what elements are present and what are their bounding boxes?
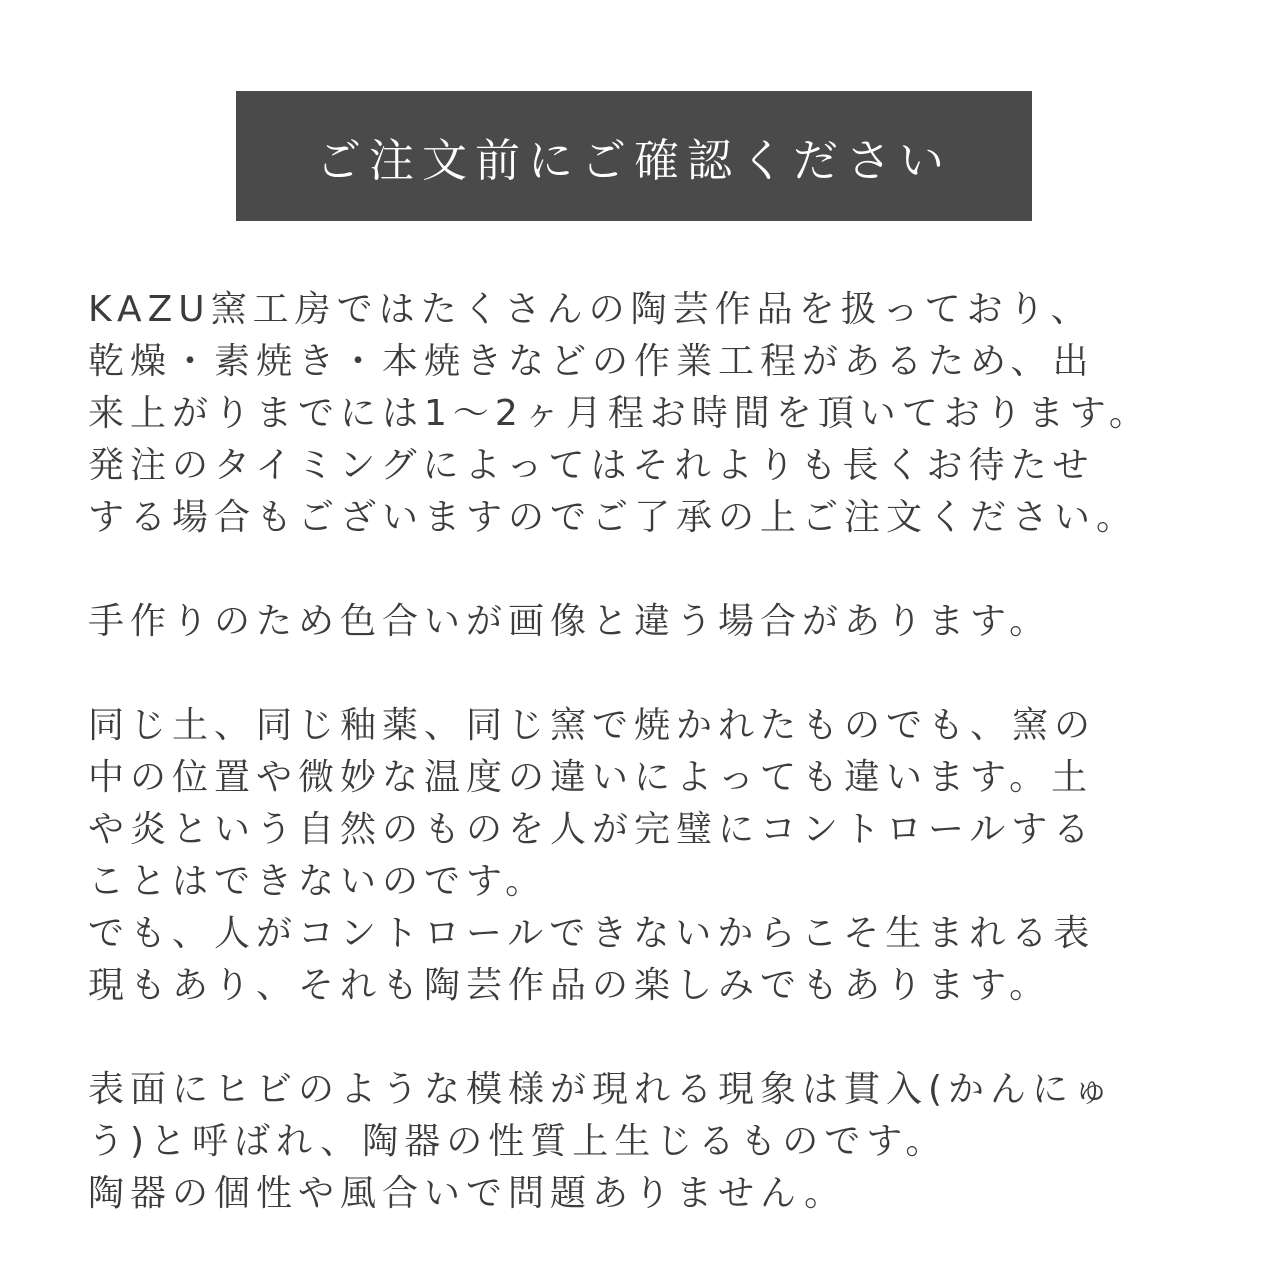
- text-line: KAZU窯工房ではたくさんの陶芸作品を扱っており、: [88, 289, 1093, 330]
- text-line: 来上がりまでには1～2ヶ月程お時間を頂いております。: [88, 393, 1151, 434]
- text-line: 中の位置や微妙な温度の違いによっても違います。土: [88, 757, 1094, 798]
- text-line: 表面にヒビのような模様が現れる現象は貫入(かんにゅ: [88, 1069, 1116, 1110]
- text-line: う)と呼ばれ、陶器の性質上生じるものです。: [88, 1121, 948, 1162]
- notice-body: [88, 284, 1268, 1220]
- text-line: 発注のタイミングによってはそれよりも長くお待たせ: [88, 445, 1095, 486]
- paragraph-spacer: [88, 648, 1268, 700]
- text-line: 同じ土、同じ釉薬、同じ窯で焼かれたものでも、窯の: [88, 705, 1097, 746]
- paragraph-production-time: [88, 284, 1268, 544]
- text-line: ことはできないのです。: [88, 861, 548, 902]
- paragraph-crazing: [88, 1064, 1268, 1220]
- text-line: でも、人がコントロールできないからこそ生まれる表: [88, 913, 1096, 954]
- text-line: 乾燥・素焼き・本焼きなどの作業工程があるため、出: [88, 341, 1095, 382]
- paragraph-color-difference: [88, 596, 1268, 648]
- paragraph-kiln-variation: [88, 700, 1268, 1012]
- page-title: ご注文前にご確認ください: [315, 133, 952, 187]
- paragraph-spacer: [88, 1012, 1268, 1064]
- text-line: や炎という自然のものを人が完璧にコントロールする: [88, 809, 1096, 850]
- text-line: 陶器の個性や風合いで問題ありません。: [88, 1173, 847, 1214]
- text-line: 現もあり、それも陶芸作品の楽しみでもあります。: [88, 965, 1052, 1006]
- title-banner: [236, 91, 1032, 221]
- text-line: する場合もございますのでご了承の上ご注文ください。: [88, 497, 1139, 538]
- text-line: 手作りのため色合いが画像と違う場合があります。: [88, 601, 1052, 642]
- paragraph-spacer: [88, 544, 1268, 596]
